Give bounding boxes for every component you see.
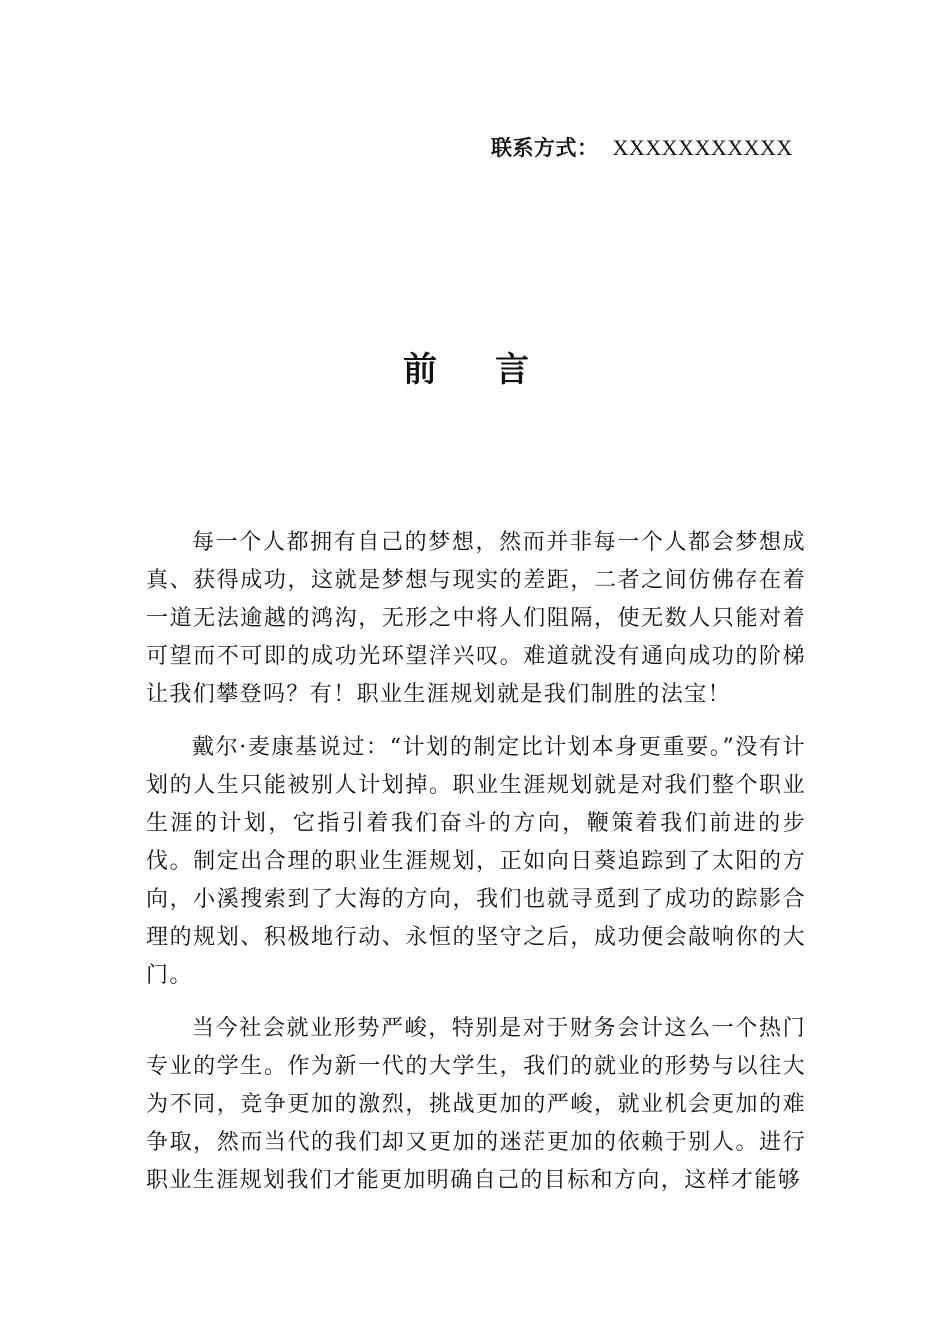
- page-title: 前言: [403, 350, 587, 390]
- contact-label: 联系方式：: [491, 135, 599, 160]
- preface-body: [146, 524, 806, 1215]
- contact-info: [491, 132, 793, 162]
- paragraph-2: 戴尔·麦康基说过：“计划的制定比计划本身更重要。”没有计划的人生只能被别人计划掉。职业生涯规划就是对我们整个职业生涯的计划，它指引着我们奋斗的方向，鞭策着我们前进的步伐。制定出合理的职业生涯规划，正如向日葵追踪到了太阳的方向，小溪搜索到了大海的方向，我们也就寻觅到了成功的踪影合理的规划、积极地行动、永恒的坚守之后，成功便会敲响你的大门。: [146, 735, 806, 988]
- paragraph-3: 当今社会就业形势严峻，特别是对于财务会计这么一个热门专业的学生。作为新一代的大学生，我们的就业的形势与以往大为不同，竞争更加的激烈，挑战更加的严峻，就业机会更加的难争取，然而当代的我们却又更加的迷茫更加的依赖于别人。进行职业生涯规划我们才能更加明确自己的目标和方向，这样才能够: [146, 1016, 806, 1193]
- paragraph-1: 每一个人都拥有自己的梦想，然而并非每一个人都会梦想成真、获得成功，这就是梦想与现实的差距，二者之间仿佛存在着一道无法逾越的鸿沟，无形之中将人们阻隔，使无数人只能对着可望而不可即的成功光环望洋兴叹。难道就没有通向成功的阶梯让我们攀登吗？有！职业生涯规划就是我们制胜的法宝！: [146, 530, 806, 707]
- contact-value: XXXXXXXXXXX: [612, 135, 793, 160]
